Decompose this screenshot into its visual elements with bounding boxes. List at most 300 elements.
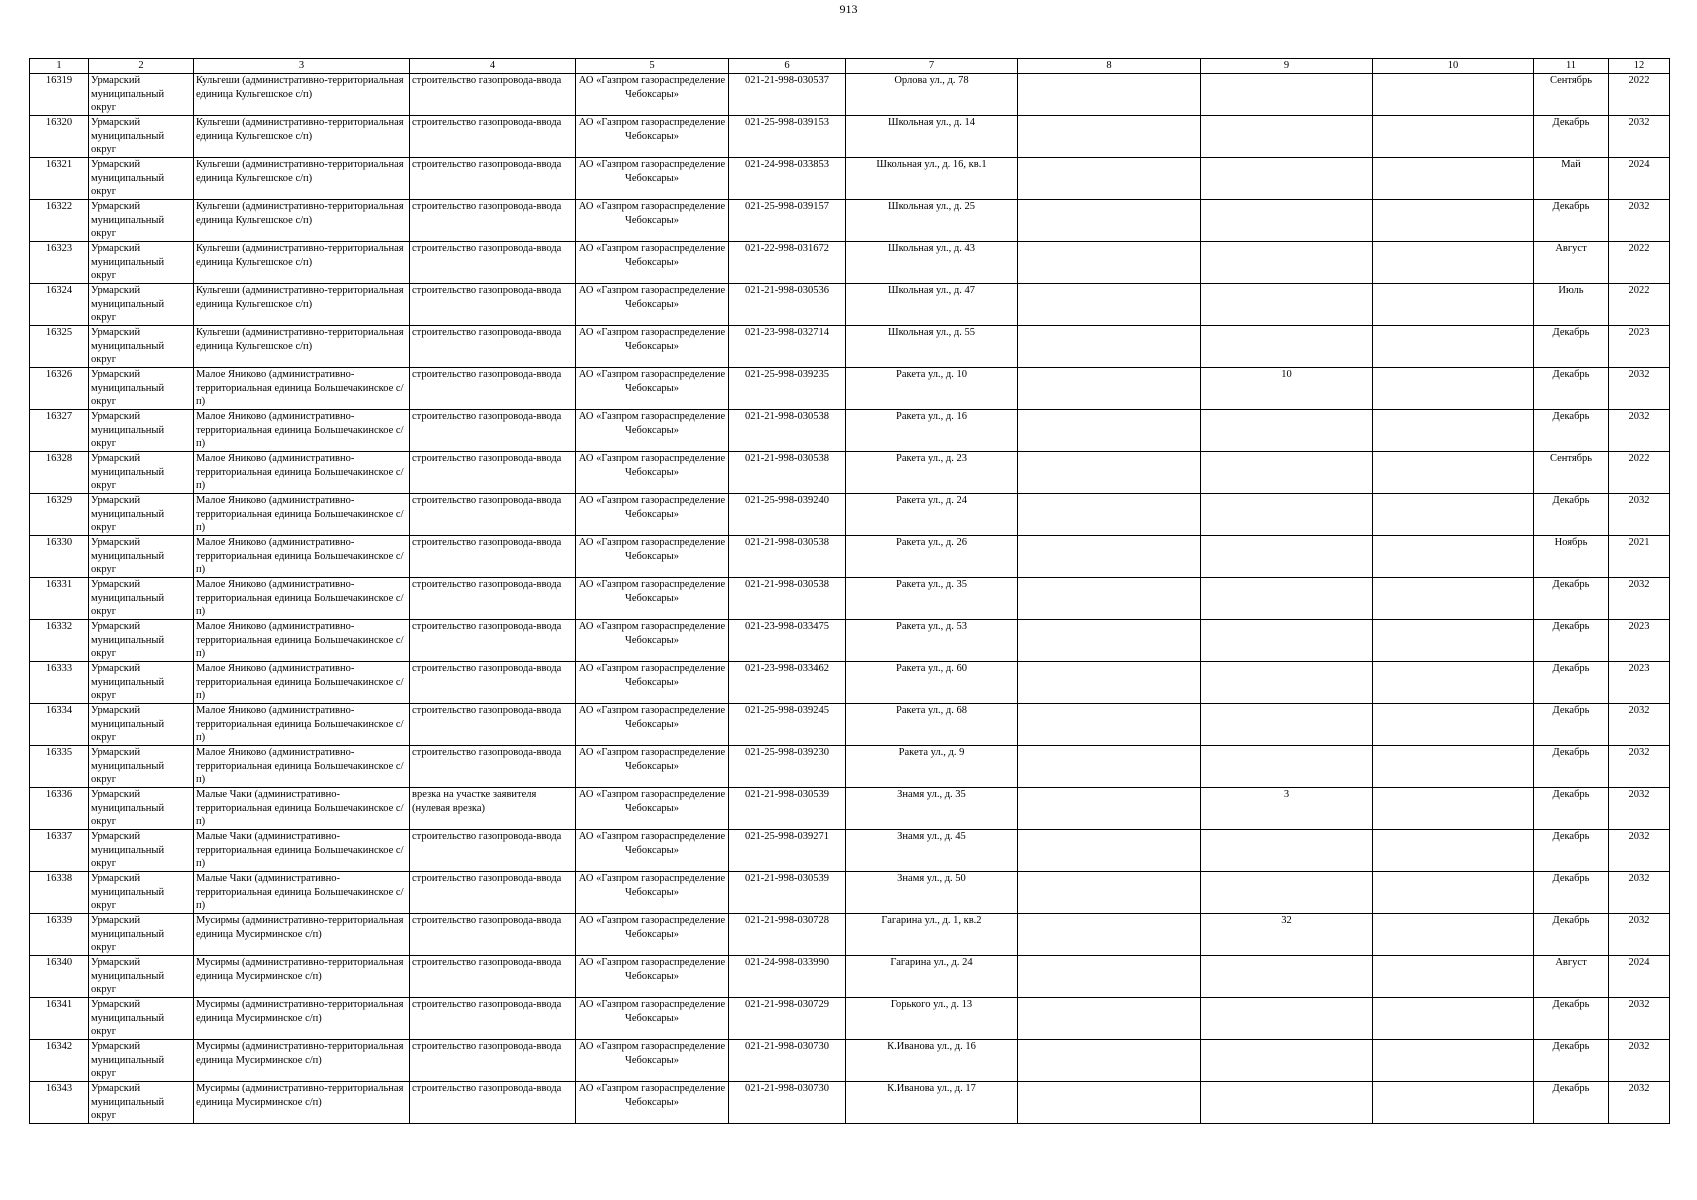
month-cell-text: Декабрь (1552, 201, 1590, 212)
year-cell (1609, 746, 1670, 788)
address-cell (846, 998, 1018, 1040)
column-10-cell-text (1375, 1082, 1531, 1123)
address-cell-text: К.Иванова ул., д. 17 (887, 1083, 976, 1094)
row-number (30, 74, 89, 116)
organization-cell-text: АО «Газпром газораспределение Чебоксары» (578, 957, 726, 982)
column-10-cell-text (1375, 452, 1531, 493)
organization-cell-text: АО «Газпром газораспределение Чебоксары» (578, 1041, 726, 1066)
settlement-cell-text: Малое Яниково (административно-территориальная единица Большечакинское с/п) (196, 453, 404, 491)
address-cell-text: К.Иванова ул., д. 16 (887, 1041, 976, 1052)
column-10-cell-text (1375, 368, 1531, 409)
settlement-cell (194, 116, 410, 158)
year-cell (1609, 1040, 1670, 1082)
column-8-cell-text (1020, 368, 1198, 409)
column-8-cell (1018, 1040, 1201, 1082)
row-number-text: 16328 (45, 453, 73, 464)
organization-cell (576, 536, 729, 578)
column-header-9: 9 (1201, 59, 1373, 74)
organization-cell (576, 578, 729, 620)
year-cell (1609, 368, 1670, 410)
object-code-cell-text: 021-24-998-033853 (745, 159, 829, 170)
column-number-row (30, 59, 1670, 74)
district-cell (89, 536, 194, 578)
year-cell (1609, 998, 1670, 1040)
row-number (30, 914, 89, 956)
column-8-cell-text (1020, 74, 1198, 115)
month-cell-text: Июль (1558, 285, 1584, 296)
column-10-cell-text (1375, 158, 1531, 199)
settlement-cell-text: Малое Яниково (административно-территориальная единица Большечакинское с/п) (196, 747, 404, 785)
column-10-cell-text (1375, 242, 1531, 283)
organization-cell-text: АО «Газпром газораспределение Чебоксары» (578, 201, 726, 226)
work-type-cell-text: строительство газопровода-ввода (412, 453, 562, 464)
column-header-8: 8 (1018, 59, 1201, 74)
column-10-cell (1373, 998, 1534, 1040)
row-number-text: 16319 (45, 75, 73, 86)
settlement-cell (194, 620, 410, 662)
column-8-cell-text (1020, 536, 1198, 577)
object-code-cell-text: 021-21-998-030537 (745, 75, 829, 86)
district-cell-text: Урмарский муниципальный округ (91, 621, 165, 659)
settlement-cell (194, 536, 410, 578)
row-number-text: 16336 (45, 789, 73, 800)
column-8-cell (1018, 788, 1201, 830)
organization-cell-text: АО «Газпром газораспределение Чебоксары» (578, 915, 726, 940)
table-body (30, 74, 1670, 1124)
column-10-cell-text (1375, 74, 1531, 115)
column-9-cell (1201, 368, 1373, 410)
column-8-cell (1018, 368, 1201, 410)
district-cell (89, 494, 194, 536)
month-cell-text: Декабрь (1552, 1083, 1590, 1094)
month-cell (1534, 242, 1609, 284)
row-number (30, 662, 89, 704)
year-cell-text: 2022 (1628, 453, 1650, 464)
column-9-cell-text (1203, 116, 1370, 157)
row-number (30, 1040, 89, 1082)
row-number-text: 16342 (45, 1041, 73, 1052)
work-type-cell-text: строительство газопровода-ввода (412, 117, 562, 128)
table-row (30, 956, 1670, 998)
column-9-cell (1201, 1040, 1373, 1082)
column-9-cell-text (1203, 956, 1370, 997)
column-10-cell (1373, 704, 1534, 746)
district-cell (89, 704, 194, 746)
row-number-text: 16343 (45, 1083, 73, 1094)
settlement-cell (194, 578, 410, 620)
object-code-cell-text: 021-25-998-039153 (745, 117, 829, 128)
month-cell (1534, 536, 1609, 578)
work-type-cell-text: строительство газопровода-ввода (412, 873, 562, 884)
column-10-cell (1373, 746, 1534, 788)
column-8-cell (1018, 116, 1201, 158)
year-cell (1609, 284, 1670, 326)
district-cell (89, 368, 194, 410)
object-code-cell (729, 746, 846, 788)
object-code-cell-text: 021-25-998-039245 (745, 705, 829, 716)
column-8-cell-text (1020, 242, 1198, 283)
address-cell (846, 284, 1018, 326)
month-cell-text: Декабрь (1552, 1041, 1590, 1052)
organization-cell-text: АО «Газпром газораспределение Чебоксары» (578, 705, 726, 730)
month-cell (1534, 158, 1609, 200)
object-code-cell-text: 021-25-998-039240 (745, 495, 829, 506)
address-cell (846, 578, 1018, 620)
settlement-cell-text: Малое Яниково (административно-территориальная единица Большечакинское с/п) (196, 411, 404, 449)
work-type-cell-text: строительство газопровода-ввода (412, 831, 562, 842)
address-cell (846, 830, 1018, 872)
work-type-cell (410, 284, 576, 326)
table-row (30, 326, 1670, 368)
work-type-cell-text: строительство газопровода-ввода (412, 75, 562, 86)
year-cell-text: 2032 (1628, 873, 1650, 884)
address-cell (846, 242, 1018, 284)
row-number-text: 16327 (45, 411, 73, 422)
district-cell (89, 410, 194, 452)
column-10-cell (1373, 158, 1534, 200)
district-cell-text: Урмарский муниципальный округ (91, 285, 165, 323)
organization-cell-text: АО «Газпром газораспределение Чебоксары» (578, 747, 726, 772)
column-8-cell-text (1020, 578, 1198, 619)
column-8-cell (1018, 662, 1201, 704)
column-10-cell-text (1375, 662, 1531, 703)
row-number (30, 326, 89, 368)
address-cell-text: Школьная ул., д. 47 (887, 285, 976, 296)
organization-cell-text: АО «Газпром газораспределение Чебоксары» (578, 411, 726, 436)
work-type-cell-text: строительство газопровода-ввода (412, 369, 562, 380)
row-number-text: 16323 (45, 243, 73, 254)
year-cell-text: 2022 (1628, 75, 1650, 86)
column-10-cell-text (1375, 410, 1531, 451)
month-cell-text: Май (1561, 159, 1581, 170)
column-9-cell (1201, 914, 1373, 956)
row-number-text: 16320 (45, 117, 73, 128)
column-9-cell (1201, 662, 1373, 704)
column-10-cell-text (1375, 116, 1531, 157)
address-cell (846, 662, 1018, 704)
column-9-cell-text (1203, 494, 1370, 535)
column-9-cell-text (1203, 998, 1370, 1039)
work-type-cell-text: строительство газопровода-ввода (412, 327, 562, 338)
column-9-cell (1201, 998, 1373, 1040)
organization-cell (576, 452, 729, 494)
row-number-text: 16334 (45, 705, 73, 716)
district-cell (89, 116, 194, 158)
column-8-cell (1018, 578, 1201, 620)
row-number-text: 16331 (45, 579, 73, 590)
object-code-cell (729, 914, 846, 956)
settlement-cell-text: Кульгеши (административно-территориальная единица Кульгешское с/п) (196, 285, 404, 310)
row-number (30, 284, 89, 326)
object-code-cell (729, 578, 846, 620)
object-code-cell-text: 021-21-998-030538 (745, 579, 829, 590)
district-cell-text: Урмарский муниципальный округ (91, 579, 165, 617)
organization-cell-text: АО «Газпром газораспределение Чебоксары» (578, 495, 726, 520)
column-9-cell-text: 10 (1281, 369, 1292, 380)
organization-cell-text: АО «Газпром газораспределение Чебоксары» (578, 327, 726, 352)
address-cell-text: Ракета ул., д. 23 (896, 453, 967, 464)
column-9-cell-text (1203, 746, 1370, 787)
column-9-cell (1201, 74, 1373, 116)
column-8-cell (1018, 158, 1201, 200)
object-code-cell (729, 326, 846, 368)
column-8-cell (1018, 452, 1201, 494)
object-code-cell-text: 021-24-998-033990 (745, 957, 829, 968)
year-cell (1609, 830, 1670, 872)
organization-cell-text: АО «Газпром газораспределение Чебоксары» (578, 999, 726, 1024)
column-10-cell-text (1375, 578, 1531, 619)
settlement-cell-text: Малое Яниково (административно-территориальная единица Большечакинское с/п) (196, 369, 404, 407)
settlement-cell-text: Мусирмы (административно-территориальная единица Мусирминское с/п) (196, 1041, 404, 1066)
settlement-cell (194, 998, 410, 1040)
work-type-cell (410, 914, 576, 956)
column-10-cell-text (1375, 788, 1531, 829)
column-8-cell (1018, 704, 1201, 746)
column-10-cell-text (1375, 830, 1531, 871)
column-10-cell (1373, 578, 1534, 620)
organization-cell (576, 746, 729, 788)
month-cell (1534, 452, 1609, 494)
column-8-cell (1018, 284, 1201, 326)
work-type-cell (410, 788, 576, 830)
column-9-cell (1201, 788, 1373, 830)
month-cell (1534, 662, 1609, 704)
month-cell-text: Август (1555, 957, 1587, 968)
month-cell-text: Сентябрь (1549, 453, 1593, 464)
district-cell-text: Урмарский муниципальный округ (91, 1041, 165, 1079)
year-cell-text: 2032 (1628, 411, 1650, 422)
district-cell (89, 326, 194, 368)
district-cell (89, 620, 194, 662)
column-9-cell (1201, 284, 1373, 326)
column-8-cell (1018, 1082, 1201, 1124)
district-cell (89, 74, 194, 116)
address-cell-text: Ракета ул., д. 68 (896, 705, 967, 716)
settlement-cell-text: Малое Яниково (административно-территориальная единица Большечакинское с/п) (196, 579, 404, 617)
table-row (30, 746, 1670, 788)
settlement-cell (194, 452, 410, 494)
table-row (30, 578, 1670, 620)
organization-cell (576, 704, 729, 746)
object-code-cell-text: 021-21-998-030730 (745, 1083, 829, 1094)
address-cell (846, 410, 1018, 452)
work-type-cell-text: строительство газопровода-ввода (412, 1083, 562, 1094)
object-code-cell (729, 662, 846, 704)
row-number (30, 200, 89, 242)
table-row (30, 116, 1670, 158)
year-cell-text: 2032 (1628, 915, 1650, 926)
month-cell (1534, 284, 1609, 326)
year-cell (1609, 410, 1670, 452)
object-code-cell-text: 021-25-998-039157 (745, 201, 829, 212)
work-type-cell (410, 200, 576, 242)
district-cell (89, 1040, 194, 1082)
column-10-cell (1373, 284, 1534, 326)
month-cell (1534, 1082, 1609, 1124)
address-cell-text: Школьная ул., д. 55 (887, 327, 976, 338)
address-cell (846, 956, 1018, 998)
year-cell-text: 2032 (1628, 201, 1650, 212)
month-cell-text: Ноябрь (1554, 537, 1588, 548)
settlement-cell (194, 704, 410, 746)
district-cell-text: Урмарский муниципальный округ (91, 369, 165, 407)
object-code-cell (729, 788, 846, 830)
year-cell-text: 2032 (1628, 1041, 1650, 1052)
address-cell-text: Школьная ул., д. 25 (887, 201, 976, 212)
table-row (30, 158, 1670, 200)
work-type-cell (410, 326, 576, 368)
address-cell (846, 788, 1018, 830)
settlement-cell-text: Малое Яниково (административно-территориальная единица Большечакинское с/п) (196, 495, 404, 533)
month-cell-text: Декабрь (1552, 915, 1590, 926)
column-10-cell-text (1375, 704, 1531, 745)
work-type-cell (410, 116, 576, 158)
row-number (30, 578, 89, 620)
settlement-cell-text: Малые Чаки (административно-территориальная единица Большечакинское с/п) (196, 789, 404, 827)
row-number-text: 16332 (45, 621, 73, 632)
settlement-cell-text: Кульгеши (административно-территориальная единица Кульгешское с/п) (196, 327, 404, 352)
settlement-cell (194, 662, 410, 704)
column-9-cell (1201, 1082, 1373, 1124)
column-8-cell-text (1020, 326, 1198, 367)
object-code-cell (729, 200, 846, 242)
column-10-cell-text (1375, 326, 1531, 367)
settlement-cell (194, 788, 410, 830)
column-8-cell-text (1020, 1082, 1198, 1123)
column-8-cell (1018, 74, 1201, 116)
settlement-cell-text: Малое Яниково (административно-территориальная единица Большечакинское с/п) (196, 663, 404, 701)
district-cell-text: Урмарский муниципальный округ (91, 999, 165, 1037)
column-10-cell (1373, 956, 1534, 998)
year-cell (1609, 788, 1670, 830)
column-10-cell-text (1375, 1040, 1531, 1081)
organization-cell (576, 74, 729, 116)
district-cell-text: Урмарский муниципальный округ (91, 495, 165, 533)
organization-cell (576, 158, 729, 200)
work-type-cell (410, 536, 576, 578)
object-code-cell-text: 021-21-998-030730 (745, 1041, 829, 1052)
month-cell (1534, 746, 1609, 788)
row-number (30, 872, 89, 914)
work-type-cell (410, 620, 576, 662)
object-code-cell (729, 158, 846, 200)
table-row (30, 914, 1670, 956)
work-type-cell-text: строительство газопровода-ввода (412, 1041, 562, 1052)
settlement-cell (194, 326, 410, 368)
settlement-cell (194, 1082, 410, 1124)
settlement-cell-text: Малое Яниково (административно-территориальная единица Большечакинское с/п) (196, 621, 404, 659)
year-cell-text: 2032 (1628, 369, 1650, 380)
organization-cell-text: АО «Газпром газораспределение Чебоксары» (578, 285, 726, 310)
settlement-cell (194, 368, 410, 410)
district-cell-text: Урмарский муниципальный округ (91, 201, 165, 239)
address-cell-text: Ракета ул., д. 60 (896, 663, 967, 674)
object-code-cell-text: 021-23-998-033475 (745, 621, 829, 632)
settlement-cell-text: Мусирмы (административно-территориальная единица Мусирминское с/п) (196, 915, 404, 940)
address-cell-text: Ракета ул., д. 26 (896, 537, 967, 548)
row-number-text: 16321 (45, 159, 73, 170)
settlement-cell-text: Малое Яниково (административно-территориальная единица Большечакинское с/п) (196, 537, 404, 575)
settlement-cell (194, 872, 410, 914)
district-cell-text: Урмарский муниципальный округ (91, 327, 165, 365)
month-cell (1534, 704, 1609, 746)
work-type-cell-text: строительство газопровода-ввода (412, 243, 562, 254)
settlement-cell-text: Кульгеши (административно-территориальная единица Кульгешское с/п) (196, 159, 404, 184)
row-number-text: 16325 (45, 327, 73, 338)
organization-cell-text: АО «Газпром газораспределение Чебоксары» (578, 159, 726, 184)
settlement-cell-text: Кульгеши (административно-территориальная единица Кульгешское с/п) (196, 243, 404, 268)
table-row (30, 74, 1670, 116)
table-row (30, 242, 1670, 284)
object-code-cell (729, 242, 846, 284)
year-cell-text: 2022 (1628, 243, 1650, 254)
column-9-cell (1201, 956, 1373, 998)
column-9-cell (1201, 872, 1373, 914)
month-cell (1534, 620, 1609, 662)
year-cell-text: 2023 (1628, 327, 1650, 338)
work-type-cell (410, 956, 576, 998)
year-cell (1609, 158, 1670, 200)
year-cell (1609, 200, 1670, 242)
column-9-cell-text (1203, 284, 1370, 325)
work-type-cell (410, 662, 576, 704)
row-number (30, 242, 89, 284)
year-cell-text: 2023 (1628, 663, 1650, 674)
district-cell (89, 200, 194, 242)
month-cell (1534, 368, 1609, 410)
column-10-cell (1373, 200, 1534, 242)
year-cell-text: 2032 (1628, 1083, 1650, 1094)
district-cell-text: Урмарский муниципальный округ (91, 117, 165, 155)
work-type-cell (410, 998, 576, 1040)
work-type-cell (410, 872, 576, 914)
column-9-cell-text (1203, 452, 1370, 493)
settlement-cell (194, 242, 410, 284)
district-cell (89, 578, 194, 620)
organization-cell (576, 830, 729, 872)
organization-cell-text: АО «Газпром газораспределение Чебоксары» (578, 117, 726, 142)
address-cell (846, 1082, 1018, 1124)
row-number-text: 16330 (45, 537, 73, 548)
month-cell-text: Декабрь (1552, 621, 1590, 632)
year-cell (1609, 74, 1670, 116)
column-8-cell (1018, 620, 1201, 662)
column-9-cell-text (1203, 620, 1370, 661)
year-cell-text: 2032 (1628, 495, 1650, 506)
organization-cell (576, 368, 729, 410)
address-cell-text: Знамя ул., д. 45 (897, 831, 966, 842)
object-code-cell-text: 021-23-998-032714 (745, 327, 829, 338)
object-code-cell-text: 021-21-998-030538 (745, 411, 829, 422)
settlement-cell (194, 1040, 410, 1082)
organization-cell-text: АО «Газпром газораспределение Чебоксары» (578, 453, 726, 478)
work-type-cell-text: строительство газопровода-ввода (412, 159, 562, 170)
row-number (30, 158, 89, 200)
column-9-cell (1201, 536, 1373, 578)
table-row (30, 872, 1670, 914)
work-type-cell-text: строительство газопровода-ввода (412, 579, 562, 590)
row-number (30, 704, 89, 746)
object-code-cell (729, 1082, 846, 1124)
settlement-cell (194, 746, 410, 788)
object-code-cell (729, 284, 846, 326)
district-cell-text: Урмарский муниципальный округ (91, 537, 165, 575)
organization-cell (576, 662, 729, 704)
settlement-cell-text: Мусирмы (административно-территориальная единица Мусирминское с/п) (196, 1083, 404, 1108)
row-number-text: 16322 (45, 201, 73, 212)
column-9-cell (1201, 620, 1373, 662)
column-10-cell-text (1375, 494, 1531, 535)
